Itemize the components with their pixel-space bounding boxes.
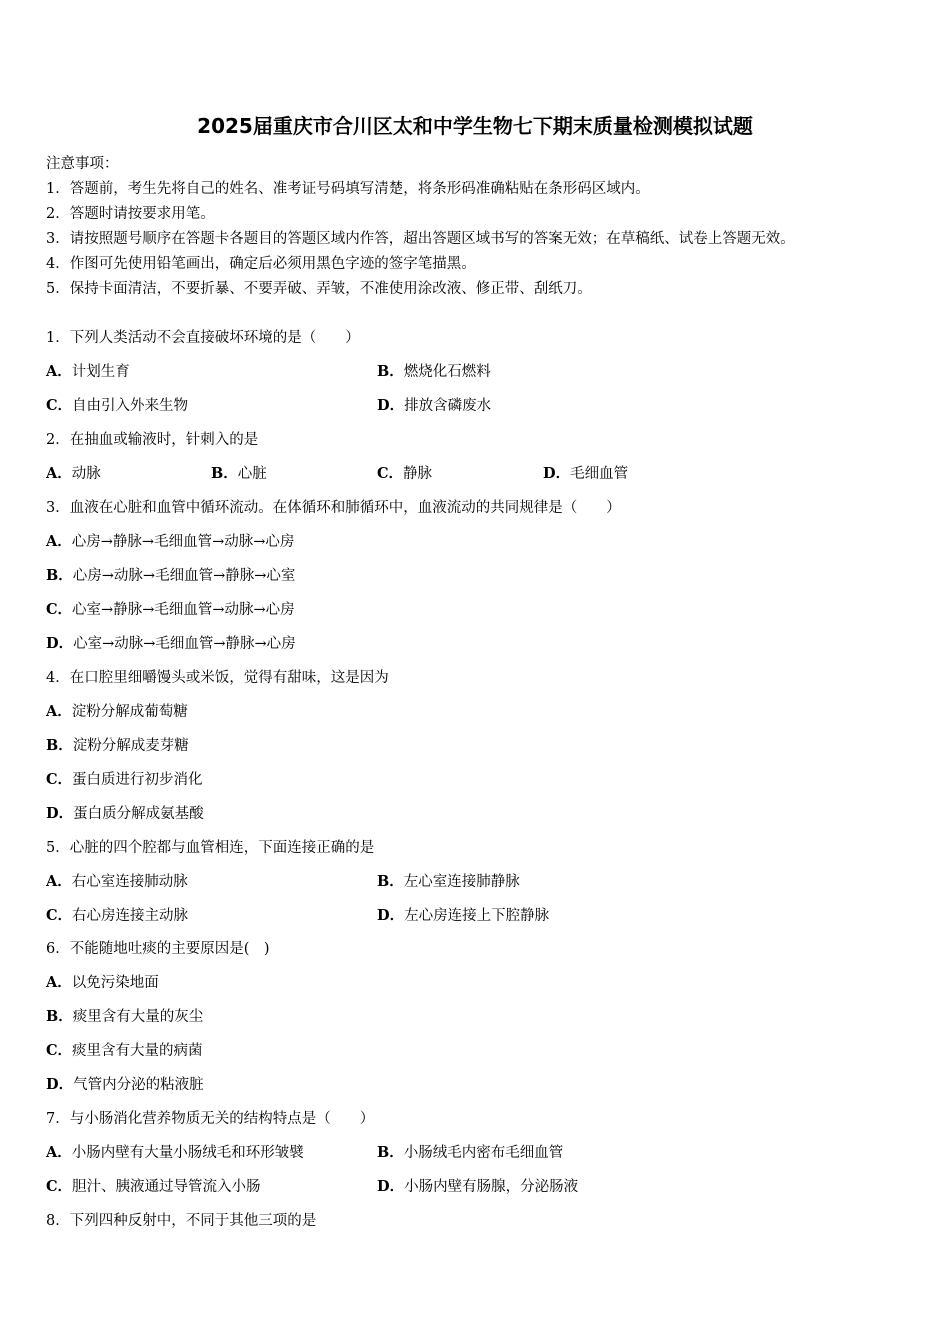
question-3-stem: 3．血液在心脏和血管中循环流动。在体循环和肺循环中，血液流动的共同规律是（ ） (46, 500, 621, 516)
option-label: B． (211, 465, 238, 482)
question-5-stem: 5．心脏的四个腔都与血管相连，下面连接正确的是 (46, 840, 375, 856)
option-text: 气管内分泌的粘液脏 (73, 1077, 204, 1093)
option-label: C． (46, 397, 73, 414)
option-label: D． (377, 907, 405, 924)
option-label: B． (46, 1008, 73, 1025)
question-7-stem: 7．与小肠消化营养物质无关的结构特点是（ ） (46, 1111, 375, 1127)
option-label: A． (46, 1144, 72, 1161)
question-1-option-a[interactable] (46, 360, 130, 381)
option-text: 心脏 (237, 466, 267, 482)
option-text: 心房→动脉→毛细血管→静脉→心室 (72, 568, 296, 584)
option-label: D． (543, 465, 571, 482)
option-text: 毛细血管 (570, 466, 629, 482)
question-5-option-d[interactable] (377, 904, 549, 925)
option-label: A． (46, 703, 72, 720)
option-text: 左心室连接肺静脉 (403, 874, 520, 890)
note-item-1: 1．答题前，考生先将自己的姓名、准考证号码填写清楚，将条形码准确粘贴在条形码区域内。 (46, 181, 650, 197)
option-label: A． (46, 533, 72, 550)
option-label: B． (46, 737, 73, 754)
option-text: 动脉 (71, 466, 101, 482)
question-7-option-b[interactable] (377, 1141, 563, 1162)
question-6-option-a[interactable] (46, 971, 159, 992)
option-text: 小肠内壁有肠腺，分泌肠液 (404, 1179, 579, 1195)
question-7-option-d[interactable] (377, 1175, 578, 1196)
question-6-option-b[interactable] (46, 1005, 203, 1026)
option-text: 小肠内壁有大量小肠绒毛和环形皱襞 (71, 1145, 304, 1161)
question-2-option-b[interactable] (211, 462, 267, 483)
option-label: D． (46, 805, 74, 822)
option-text: 静脉 (403, 466, 433, 482)
question-4-stem: 4．在口腔里细嚼馒头或米饭，觉得有甜味，这是因为 (46, 670, 389, 686)
option-label: B． (377, 1144, 404, 1161)
question-1-option-d[interactable] (377, 394, 491, 415)
option-label: B． (46, 567, 73, 584)
option-text: 淀粉分解成麦芽糖 (72, 738, 189, 754)
question-1-option-b[interactable] (377, 360, 491, 381)
question-3-option-d[interactable] (46, 632, 296, 653)
option-label: A． (46, 974, 72, 991)
question-1-stem: 1．下列人类活动不会直接破坏环境的是（ ） (46, 330, 360, 346)
question-2-option-c[interactable] (377, 462, 432, 483)
option-text: 燃烧化石燃料 (403, 364, 491, 380)
page-title: 2025届重庆市合川区太和中学生物七下期末质量检测模拟试题 (197, 114, 753, 138)
question-2-option-a[interactable] (46, 462, 101, 483)
question-5-option-a[interactable] (46, 870, 188, 891)
option-text: 心室→动脉→毛细血管→静脉→心房 (73, 636, 296, 652)
option-text: 心房→静脉→毛细血管→动脉→心房 (71, 534, 295, 550)
option-label: C． (377, 465, 404, 482)
question-4-option-c[interactable] (46, 768, 203, 789)
note-item-3: 3．请按照题号顺序在答题卡各题目的答题区域内作答，超出答题区域书写的答案无效；在草稿纸、试卷上答题无效。 (46, 231, 795, 247)
option-label: B． (377, 873, 404, 890)
option-label: C． (46, 907, 73, 924)
question-2-option-d[interactable] (543, 462, 628, 483)
question-3-option-a[interactable] (46, 530, 294, 551)
notes-heading: 注意事项： (46, 156, 119, 172)
option-text: 自由引入外来生物 (72, 398, 189, 414)
question-4-option-d[interactable] (46, 802, 204, 823)
option-label: A． (46, 873, 72, 890)
note-item-2: 2．答题时请按要求用笔。 (46, 206, 215, 222)
question-7-option-c[interactable] (46, 1175, 261, 1196)
option-label: B． (377, 363, 404, 380)
option-text: 淀粉分解成葡萄糖 (71, 704, 188, 720)
option-label: C． (46, 771, 73, 788)
note-item-4: 4．作图可先使用铅笔画出，确定后必须用黑色字迹的签字笔描黑。 (46, 256, 476, 272)
question-1-option-c[interactable] (46, 394, 188, 415)
question-2-stem: 2．在抽血或输液时，针刺入的是 (46, 432, 259, 448)
option-text: 以免污染地面 (71, 975, 159, 991)
question-8-stem: 8．下列四种反射中，不同于其他三项的是 (46, 1213, 317, 1229)
option-label: D． (46, 635, 74, 652)
option-text: 痰里含有大量的灰尘 (72, 1009, 204, 1025)
note-item-5: 5．保持卡面清洁，不要折暴、不要弄破、弄皱，不准使用涂改液、修正带、刮纸刀。 (46, 281, 592, 297)
option-text: 蛋白质分解成氨基酸 (73, 806, 204, 822)
option-label: C． (46, 1178, 73, 1195)
option-label: D． (377, 1178, 405, 1195)
option-label: A． (46, 363, 72, 380)
question-6-option-d[interactable] (46, 1073, 204, 1094)
option-label: C． (46, 601, 73, 618)
question-6-option-c[interactable] (46, 1039, 203, 1060)
option-label: D． (46, 1076, 74, 1093)
option-text: 右心室连接肺动脉 (71, 874, 188, 890)
option-text: 计划生育 (71, 364, 130, 380)
option-text: 排放含磷废水 (404, 398, 492, 414)
question-4-option-a[interactable] (46, 700, 188, 721)
option-text: 胆汁、胰液通过导管流入小肠 (72, 1179, 261, 1195)
question-5-option-c[interactable] (46, 904, 188, 925)
option-label: A． (46, 465, 72, 482)
option-label: D． (377, 397, 405, 414)
question-4-option-b[interactable] (46, 734, 189, 755)
question-7-option-a[interactable] (46, 1141, 304, 1162)
option-text: 蛋白质进行初步消化 (72, 772, 203, 788)
option-text: 痰里含有大量的病菌 (72, 1043, 203, 1059)
question-5-option-b[interactable] (377, 870, 520, 891)
question-6-stem: 6．不能随地吐痰的主要原因是( ) (46, 941, 270, 957)
option-text: 心室→静脉→毛细血管→动脉→心房 (72, 602, 295, 618)
option-text: 右心房连接主动脉 (72, 908, 189, 924)
option-text: 小肠绒毛内密布毛细血管 (403, 1145, 564, 1161)
question-3-option-b[interactable] (46, 564, 295, 585)
option-label: C． (46, 1042, 73, 1059)
question-3-option-c[interactable] (46, 598, 295, 619)
option-text: 左心房连接上下腔静脉 (404, 908, 550, 924)
